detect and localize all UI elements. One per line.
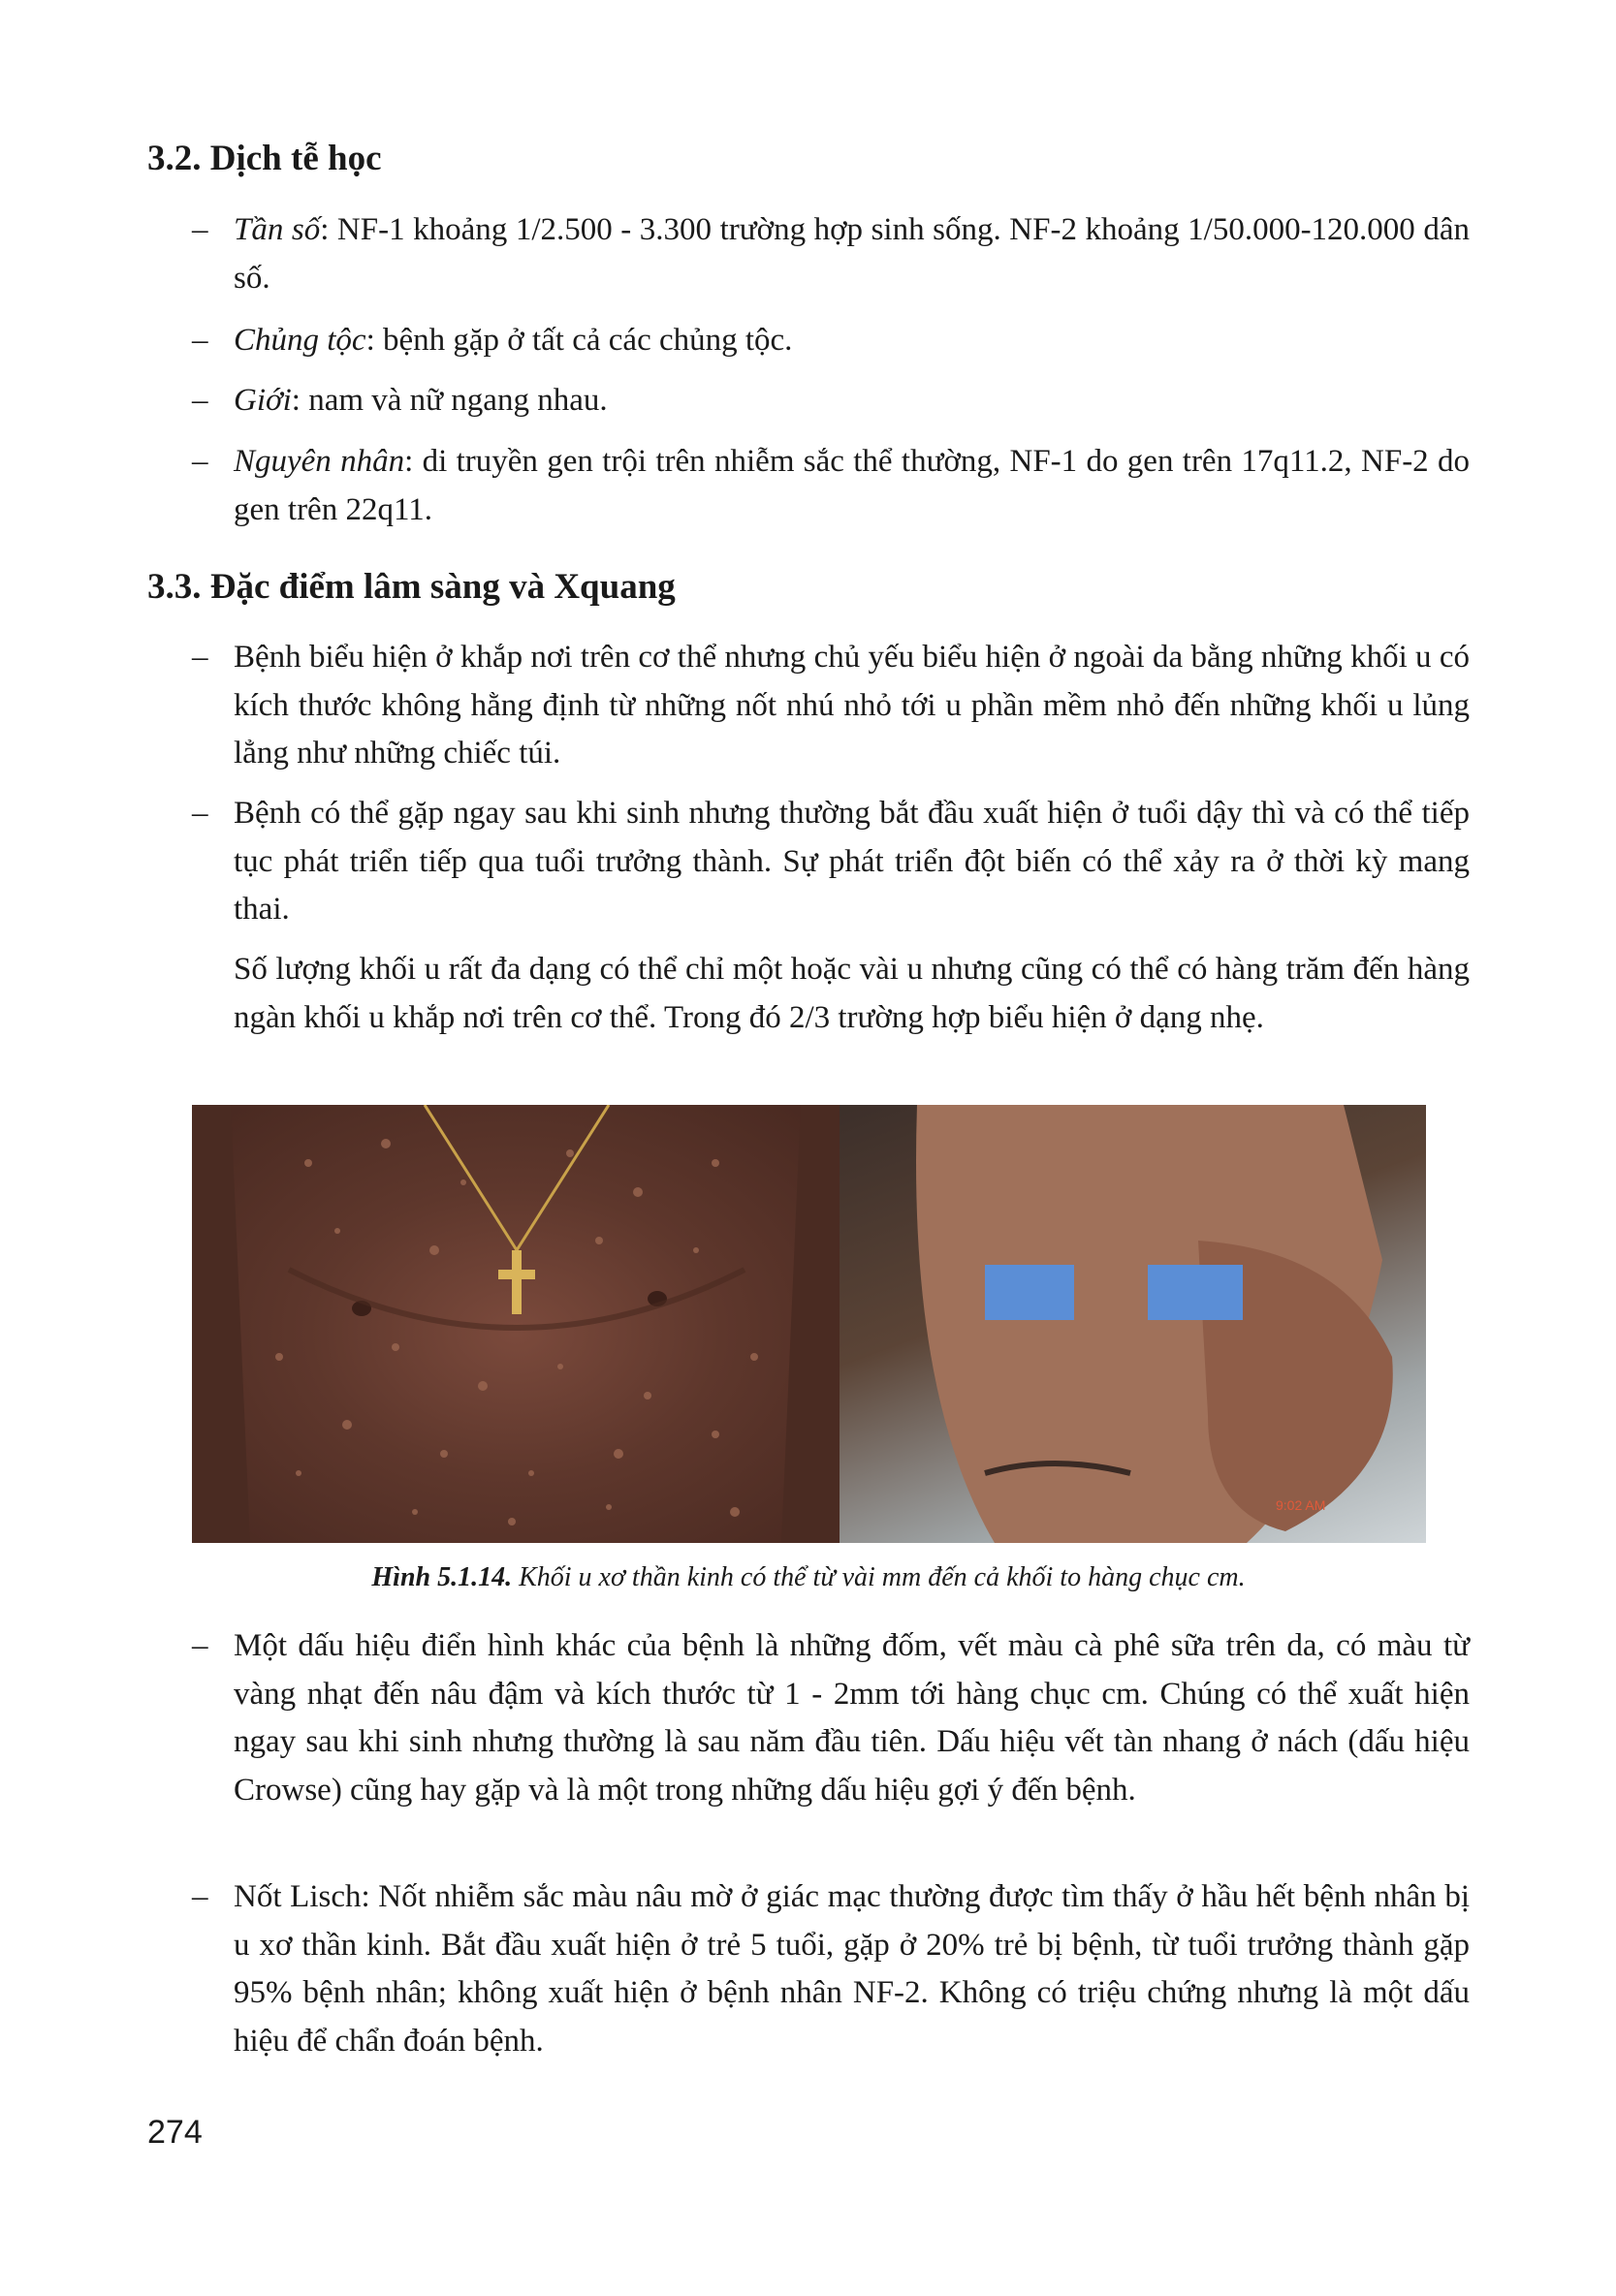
epidemiology-item-ethnicity xyxy=(234,317,1470,365)
epidemiology-item-frequency xyxy=(234,206,1470,302)
item-text: : nam và nữ ngang nhau. xyxy=(291,383,608,418)
bullet-dash: – xyxy=(192,323,208,358)
photo-torso-neurofibromas xyxy=(192,1105,840,1543)
eye-mask-left xyxy=(985,1265,1074,1320)
item-text: : NF-1 khoảng 1/2.500 - 3.300 trường hợp sinh sống. NF-2 khoảng 1/50.000-120.000 dân số. xyxy=(234,212,1470,296)
bullet-dash: – xyxy=(192,444,208,479)
bullet-dash: – xyxy=(192,796,208,831)
figure-caption-text: Khối u xơ thần kinh có thể từ vài mm đến cả khối to hàng chục cm. xyxy=(512,1562,1246,1592)
term-sex: Giới xyxy=(234,383,292,418)
page-number: 274 xyxy=(147,2114,203,2151)
bullet-dash: – xyxy=(192,640,208,675)
term-frequency: Tần số xyxy=(234,212,321,247)
photo-timestamp: 9:02 AM xyxy=(1276,1497,1326,1513)
torso-illustration xyxy=(192,1105,840,1543)
cross-pendant xyxy=(498,1250,535,1314)
clinical-paragraph-5: Nốt Lisch: Nốt nhiễm sắc màu nâu mờ ở giác mạc thường được tìm thấy ở hầu hết bệnh nhân bị u xơ thần kinh. Bắt đầu xuất hiện ở trẻ 5 tuổi, gặp ở 20% trẻ bị bệnh, từ tuổi trưởng thành gặp 95% bệnh nhân; không xuất hiện ở bệnh nhân NF-2. Không có triệu chứng nhưng là một dấu hiệu để chẩn đoán bệnh. xyxy=(234,1879,1470,2059)
item-text: : di truyền gen trội trên nhiễm sắc thể thường, NF-1 do gen trên 17q11.2, NF-2 do gen trên 22q11. xyxy=(234,444,1471,527)
epidemiology-item-sex xyxy=(234,377,1470,425)
figure-caption xyxy=(192,1560,1425,1595)
clinical-paragraph-1: Bệnh biểu hiện ở khắp nơi trên cơ thể nhưng chủ yếu biểu hiện ở ngoài da bằng những khối u có kích thước không hằng định từ những nốt nhú nhỏ tới u phần mềm nhỏ đến những khối u lủng lẳng như những chiếc túi. xyxy=(234,640,1470,771)
figure-label: Hình 5.1.14. xyxy=(371,1562,513,1592)
bullet-dash: – xyxy=(192,212,208,247)
bullet-dash: – xyxy=(192,383,208,418)
photo-facial-neurofibroma xyxy=(840,1105,1426,1543)
clinical-paragraph-4: Một dấu hiệu điển hình khác của bệnh là những đốm, vết màu cà phê sữa trên da, có màu từ vàng nhạt đến nâu đậm và kích thước từ 1 - 2mm tới hàng chục cm. Chúng có thể xuất hiện ngay sau khi sinh nhưng thường là sau năm đầu tiên. Dấu hiệu vết tàn nhang ở nách (dấu hiệu Crowse) cũng hay gặp và là một trong những dấu hiệu gợi ý đến bệnh. xyxy=(234,1628,1470,1808)
eye-mask-right xyxy=(1148,1265,1243,1320)
epidemiology-item-cause xyxy=(234,438,1470,534)
clinical-paragraph-3: Số lượng khối u rất đa dạng có thể chỉ một hoặc vài u nhưng cũng có thể có hàng trăm đến hàng ngàn khối u khắp nơi trên cơ thể. Trong đó 2/3 trường hợp biểu hiện ở dạng nhẹ. xyxy=(234,952,1470,1035)
bullet-dash: – xyxy=(192,1879,208,1914)
term-cause: Nguyên nhân xyxy=(234,444,405,479)
bullet-dash: – xyxy=(192,1628,208,1663)
section-heading-epidemiology: 3.2. Dịch tễ học xyxy=(147,139,382,178)
term-ethnicity: Chủng tộc xyxy=(234,323,366,358)
clinical-paragraph-2: Bệnh có thể gặp ngay sau khi sinh nhưng thường bắt đầu xuất hiện ở tuổi dậy thì và có thể tiếp tục phát triển tiếp qua tuổi trưởng thành. Sự phát triển đột biến có thể xảy ra ở thời kỳ mang thai. xyxy=(234,796,1470,927)
face-illustration xyxy=(840,1105,1426,1543)
section-heading-clinical: 3.3. Đặc điểm lâm sàng và Xquang xyxy=(147,567,676,607)
item-text: : bệnh gặp ở tất cả các chủng tộc. xyxy=(365,323,793,358)
